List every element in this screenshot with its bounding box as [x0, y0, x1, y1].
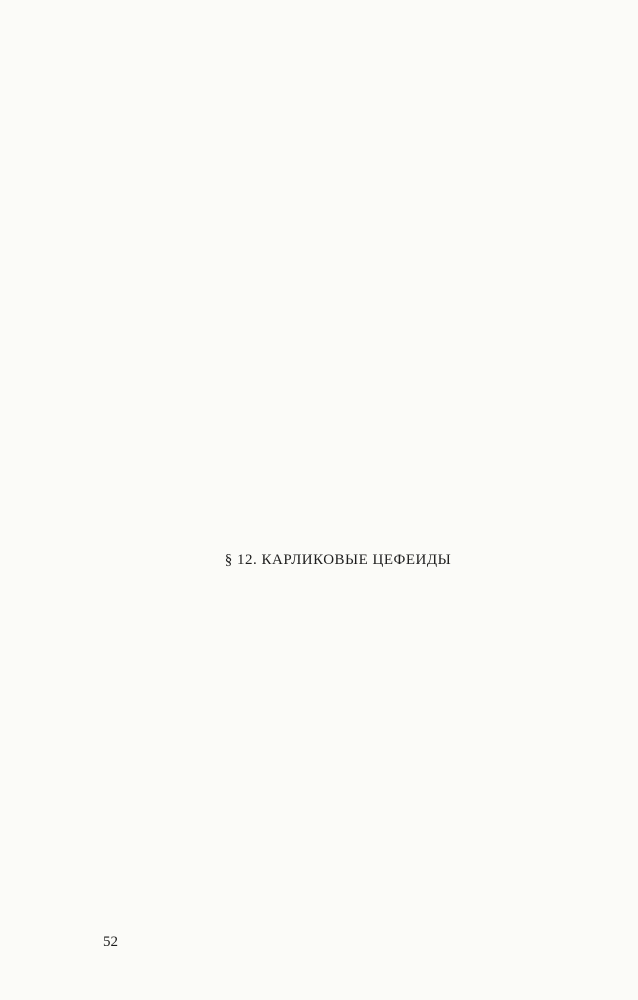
text-line	[103, 194, 573, 217]
page-number: 52	[103, 934, 118, 950]
text-line	[103, 722, 573, 745]
text-line	[103, 791, 573, 814]
text-line	[103, 355, 573, 378]
text-line	[103, 676, 573, 699]
text-line	[103, 493, 573, 516]
text-line	[103, 125, 573, 148]
text-line	[103, 768, 573, 791]
body-text-after-section	[103, 584, 573, 922]
text-line	[103, 332, 573, 355]
text-line	[103, 263, 573, 286]
text-line	[103, 401, 573, 424]
text-line	[103, 79, 573, 102]
text-line	[103, 745, 573, 768]
text-line	[103, 447, 573, 470]
text-line	[103, 814, 573, 837]
text-line	[103, 148, 573, 171]
text-line	[103, 286, 573, 309]
text-line	[103, 470, 573, 493]
text-line	[103, 102, 573, 125]
text-line	[103, 860, 573, 883]
text-line	[103, 378, 573, 401]
text-line	[103, 309, 573, 332]
text-line	[103, 171, 573, 194]
text-line	[103, 516, 573, 539]
body-text-before-section	[103, 56, 573, 534]
text-line	[103, 653, 573, 676]
text-line	[103, 630, 573, 653]
text-line	[103, 240, 573, 263]
text-line	[103, 56, 573, 79]
text-line	[103, 837, 573, 860]
text-line	[103, 883, 573, 906]
text-line	[103, 424, 573, 447]
text-line	[103, 607, 573, 630]
text-line	[103, 699, 573, 722]
text-line	[103, 217, 573, 240]
section-heading: § 12. КАРЛИКОВЫЕ ЦЕФЕИДЫ	[224, 552, 452, 568]
text-line	[103, 584, 573, 607]
